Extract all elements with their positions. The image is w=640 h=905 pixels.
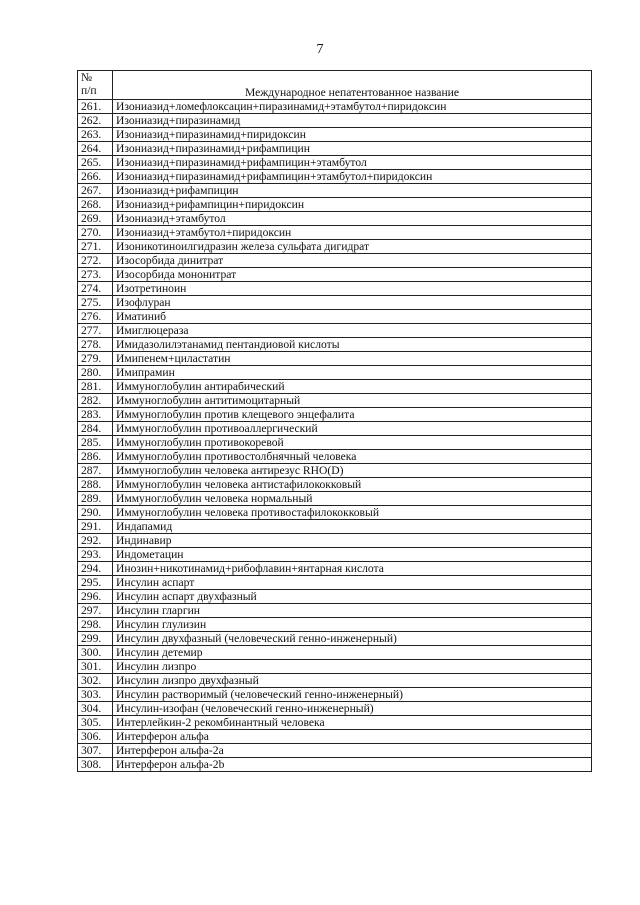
table-row — [78, 436, 592, 450]
drug-name: Изониазид+пиразинамид+рифампицин — [113, 142, 592, 156]
row-number: 292. — [78, 534, 113, 548]
table-row — [78, 590, 592, 604]
drug-name: Интерферон альфа-2а — [113, 744, 592, 758]
drug-name: Изоникотиноилгидразин железа сульфата дигидрат — [113, 240, 592, 254]
table-row — [78, 142, 592, 156]
row-number: 286. — [78, 450, 113, 464]
table-row — [78, 422, 592, 436]
drug-name: Изотретиноин — [113, 282, 592, 296]
drug-name: Инсулин-изофан (человеческий генно-инженерный) — [113, 702, 592, 716]
table-row — [78, 520, 592, 534]
row-number: 272. — [78, 254, 113, 268]
drug-name: Изониазид+этамбутол+пиридоксин — [113, 226, 592, 240]
drug-name: Индапамид — [113, 520, 592, 534]
row-number: 285. — [78, 436, 113, 450]
drug-name: Изониазид+ломефлоксацин+пиразинамид+этамбутол+пиридоксин — [113, 100, 592, 114]
table-row — [78, 380, 592, 394]
table-row — [78, 324, 592, 338]
row-number: 307. — [78, 744, 113, 758]
table-row — [78, 128, 592, 142]
drug-name: Инсулин лизпро — [113, 660, 592, 674]
row-number: 295. — [78, 576, 113, 590]
table-row — [78, 618, 592, 632]
drug-name: Инсулин аспарт двухфазный — [113, 590, 592, 604]
drug-name: Имипрамин — [113, 366, 592, 380]
row-number: 267. — [78, 184, 113, 198]
medication-table — [77, 70, 592, 772]
drug-name: Иммуноглобулин противоаллергический — [113, 422, 592, 436]
drug-name: Изониазид+пиразинамид+рифампицин+этамбутол — [113, 156, 592, 170]
drug-name: Иммуноглобулин человека противостафилококковый — [113, 506, 592, 520]
row-number: 303. — [78, 688, 113, 702]
drug-name: Иммуноглобулин человека нормальный — [113, 492, 592, 506]
drug-name: Инсулин глулизин — [113, 618, 592, 632]
table-row — [78, 562, 592, 576]
drug-name: Изосорбида динитрат — [113, 254, 592, 268]
drug-name: Иммуноглобулин антитимоцитарный — [113, 394, 592, 408]
table-row — [78, 114, 592, 128]
row-number: 264. — [78, 142, 113, 156]
row-number: 269. — [78, 212, 113, 226]
table-row — [78, 198, 592, 212]
table-row — [78, 716, 592, 730]
row-number: 278. — [78, 338, 113, 352]
drug-name: Иммуноглобулин противостолбнячный человека — [113, 450, 592, 464]
drug-name: Имидазолилэтанамид пентандиовой кислоты — [113, 338, 592, 352]
table-row — [78, 366, 592, 380]
drug-name: Инсулин двухфазный (человеческий генно-инженерный) — [113, 632, 592, 646]
table-row — [78, 352, 592, 366]
table-row — [78, 646, 592, 660]
table-row — [78, 240, 592, 254]
row-number: 268. — [78, 198, 113, 212]
row-number: 281. — [78, 380, 113, 394]
table-row — [78, 212, 592, 226]
drug-name: Изониазид+пиразинамид — [113, 114, 592, 128]
drug-name: Изониазид+рифампицин+пиридоксин — [113, 198, 592, 212]
table-row — [78, 534, 592, 548]
row-number: 297. — [78, 604, 113, 618]
row-number: 290. — [78, 506, 113, 520]
row-number: 300. — [78, 646, 113, 660]
table-row — [78, 184, 592, 198]
drug-name: Инсулин гларгин — [113, 604, 592, 618]
row-number: 274. — [78, 282, 113, 296]
row-number: 276. — [78, 310, 113, 324]
table-row — [78, 170, 592, 184]
table-row — [78, 604, 592, 618]
drug-name: Индометацин — [113, 548, 592, 562]
row-number: 305. — [78, 716, 113, 730]
table-row — [78, 100, 592, 114]
table-row — [78, 254, 592, 268]
row-number: 280. — [78, 366, 113, 380]
drug-name: Изониазид+этамбутол — [113, 212, 592, 226]
drug-name: Изониазид+рифампицин — [113, 184, 592, 198]
drug-name: Инсулин аспарт — [113, 576, 592, 590]
table-row — [78, 310, 592, 324]
drug-name: Имиглюцераза — [113, 324, 592, 338]
row-number: 262. — [78, 114, 113, 128]
row-number: 271. — [78, 240, 113, 254]
drug-name: Интерлейкин-2 рекомбинантный человека — [113, 716, 592, 730]
page-number: 7 — [316, 42, 324, 57]
row-number: 283. — [78, 408, 113, 422]
table-row — [78, 548, 592, 562]
row-number: 275. — [78, 296, 113, 310]
row-number: 304. — [78, 702, 113, 716]
row-number: 287. — [78, 464, 113, 478]
table-row — [78, 450, 592, 464]
table-row — [78, 268, 592, 282]
row-number: 270. — [78, 226, 113, 240]
table-row — [78, 338, 592, 352]
drug-name: Инсулин детемир — [113, 646, 592, 660]
drug-name: Иммуноглобулин противокоревой — [113, 436, 592, 450]
drug-name: Изониазид+пиразинамид+пиридоксин — [113, 128, 592, 142]
drug-name: Иммуноглобулин человека антистафилококковый — [113, 478, 592, 492]
row-number: 265. — [78, 156, 113, 170]
table-row — [78, 702, 592, 716]
drug-name: Имипенем+циластатин — [113, 352, 592, 366]
table-row — [78, 282, 592, 296]
drug-name: Иммуноглобулин человека антирезус RHO(D) — [113, 464, 592, 478]
column-header-number — [78, 71, 113, 100]
table-row — [78, 632, 592, 646]
table-row — [78, 660, 592, 674]
row-number: 277. — [78, 324, 113, 338]
row-number: 308. — [78, 758, 113, 772]
table-row — [78, 478, 592, 492]
table-row — [78, 674, 592, 688]
row-number: 293. — [78, 548, 113, 562]
row-number: 263. — [78, 128, 113, 142]
table-row — [78, 576, 592, 590]
table-row — [78, 730, 592, 744]
drug-name: Инозин+никотинамид+рибофлавин+янтарная кислота — [113, 562, 592, 576]
row-number: 284. — [78, 422, 113, 436]
drug-name: Индинавир — [113, 534, 592, 548]
row-number: 291. — [78, 520, 113, 534]
drug-name: Инсулин растворимый (человеческий генно-инженерный) — [113, 688, 592, 702]
drug-name: Иммуноглобулин антирабический — [113, 380, 592, 394]
drug-name: Иммуноглобулин против клещевого энцефалита — [113, 408, 592, 422]
table-row — [78, 506, 592, 520]
table-row — [78, 464, 592, 478]
table-header-row — [78, 71, 592, 100]
column-header-number-line1: № — [81, 71, 93, 84]
table-row — [78, 296, 592, 310]
row-number: 302. — [78, 674, 113, 688]
row-number: 294. — [78, 562, 113, 576]
column-header-number-line2: п/п — [81, 84, 97, 97]
table-row — [78, 492, 592, 506]
row-number: 299. — [78, 632, 113, 646]
table-row — [78, 688, 592, 702]
row-number: 288. — [78, 478, 113, 492]
drug-name: Иматиниб — [113, 310, 592, 324]
row-number: 301. — [78, 660, 113, 674]
drug-name: Изосорбида мононитрат — [113, 268, 592, 282]
table-row — [78, 156, 592, 170]
table-row — [78, 226, 592, 240]
table-row — [78, 394, 592, 408]
row-number: 296. — [78, 590, 113, 604]
row-number: 282. — [78, 394, 113, 408]
table-row — [78, 408, 592, 422]
column-header-name: Международное непатентованное название — [113, 71, 592, 100]
table-row — [78, 744, 592, 758]
row-number: 298. — [78, 618, 113, 632]
drug-name: Интерферон альфа — [113, 730, 592, 744]
row-number: 266. — [78, 170, 113, 184]
drug-name: Изофлуран — [113, 296, 592, 310]
row-number: 273. — [78, 268, 113, 282]
drug-name: Интерферон альфа-2b — [113, 758, 592, 772]
table-row — [78, 758, 592, 772]
drug-name: Изониазид+пиразинамид+рифампицин+этамбутол+пиридоксин — [113, 170, 592, 184]
drug-name: Инсулин лизпро двухфазный — [113, 674, 592, 688]
row-number: 289. — [78, 492, 113, 506]
row-number: 306. — [78, 730, 113, 744]
row-number: 279. — [78, 352, 113, 366]
row-number: 261. — [78, 100, 113, 114]
table-body — [78, 100, 592, 772]
